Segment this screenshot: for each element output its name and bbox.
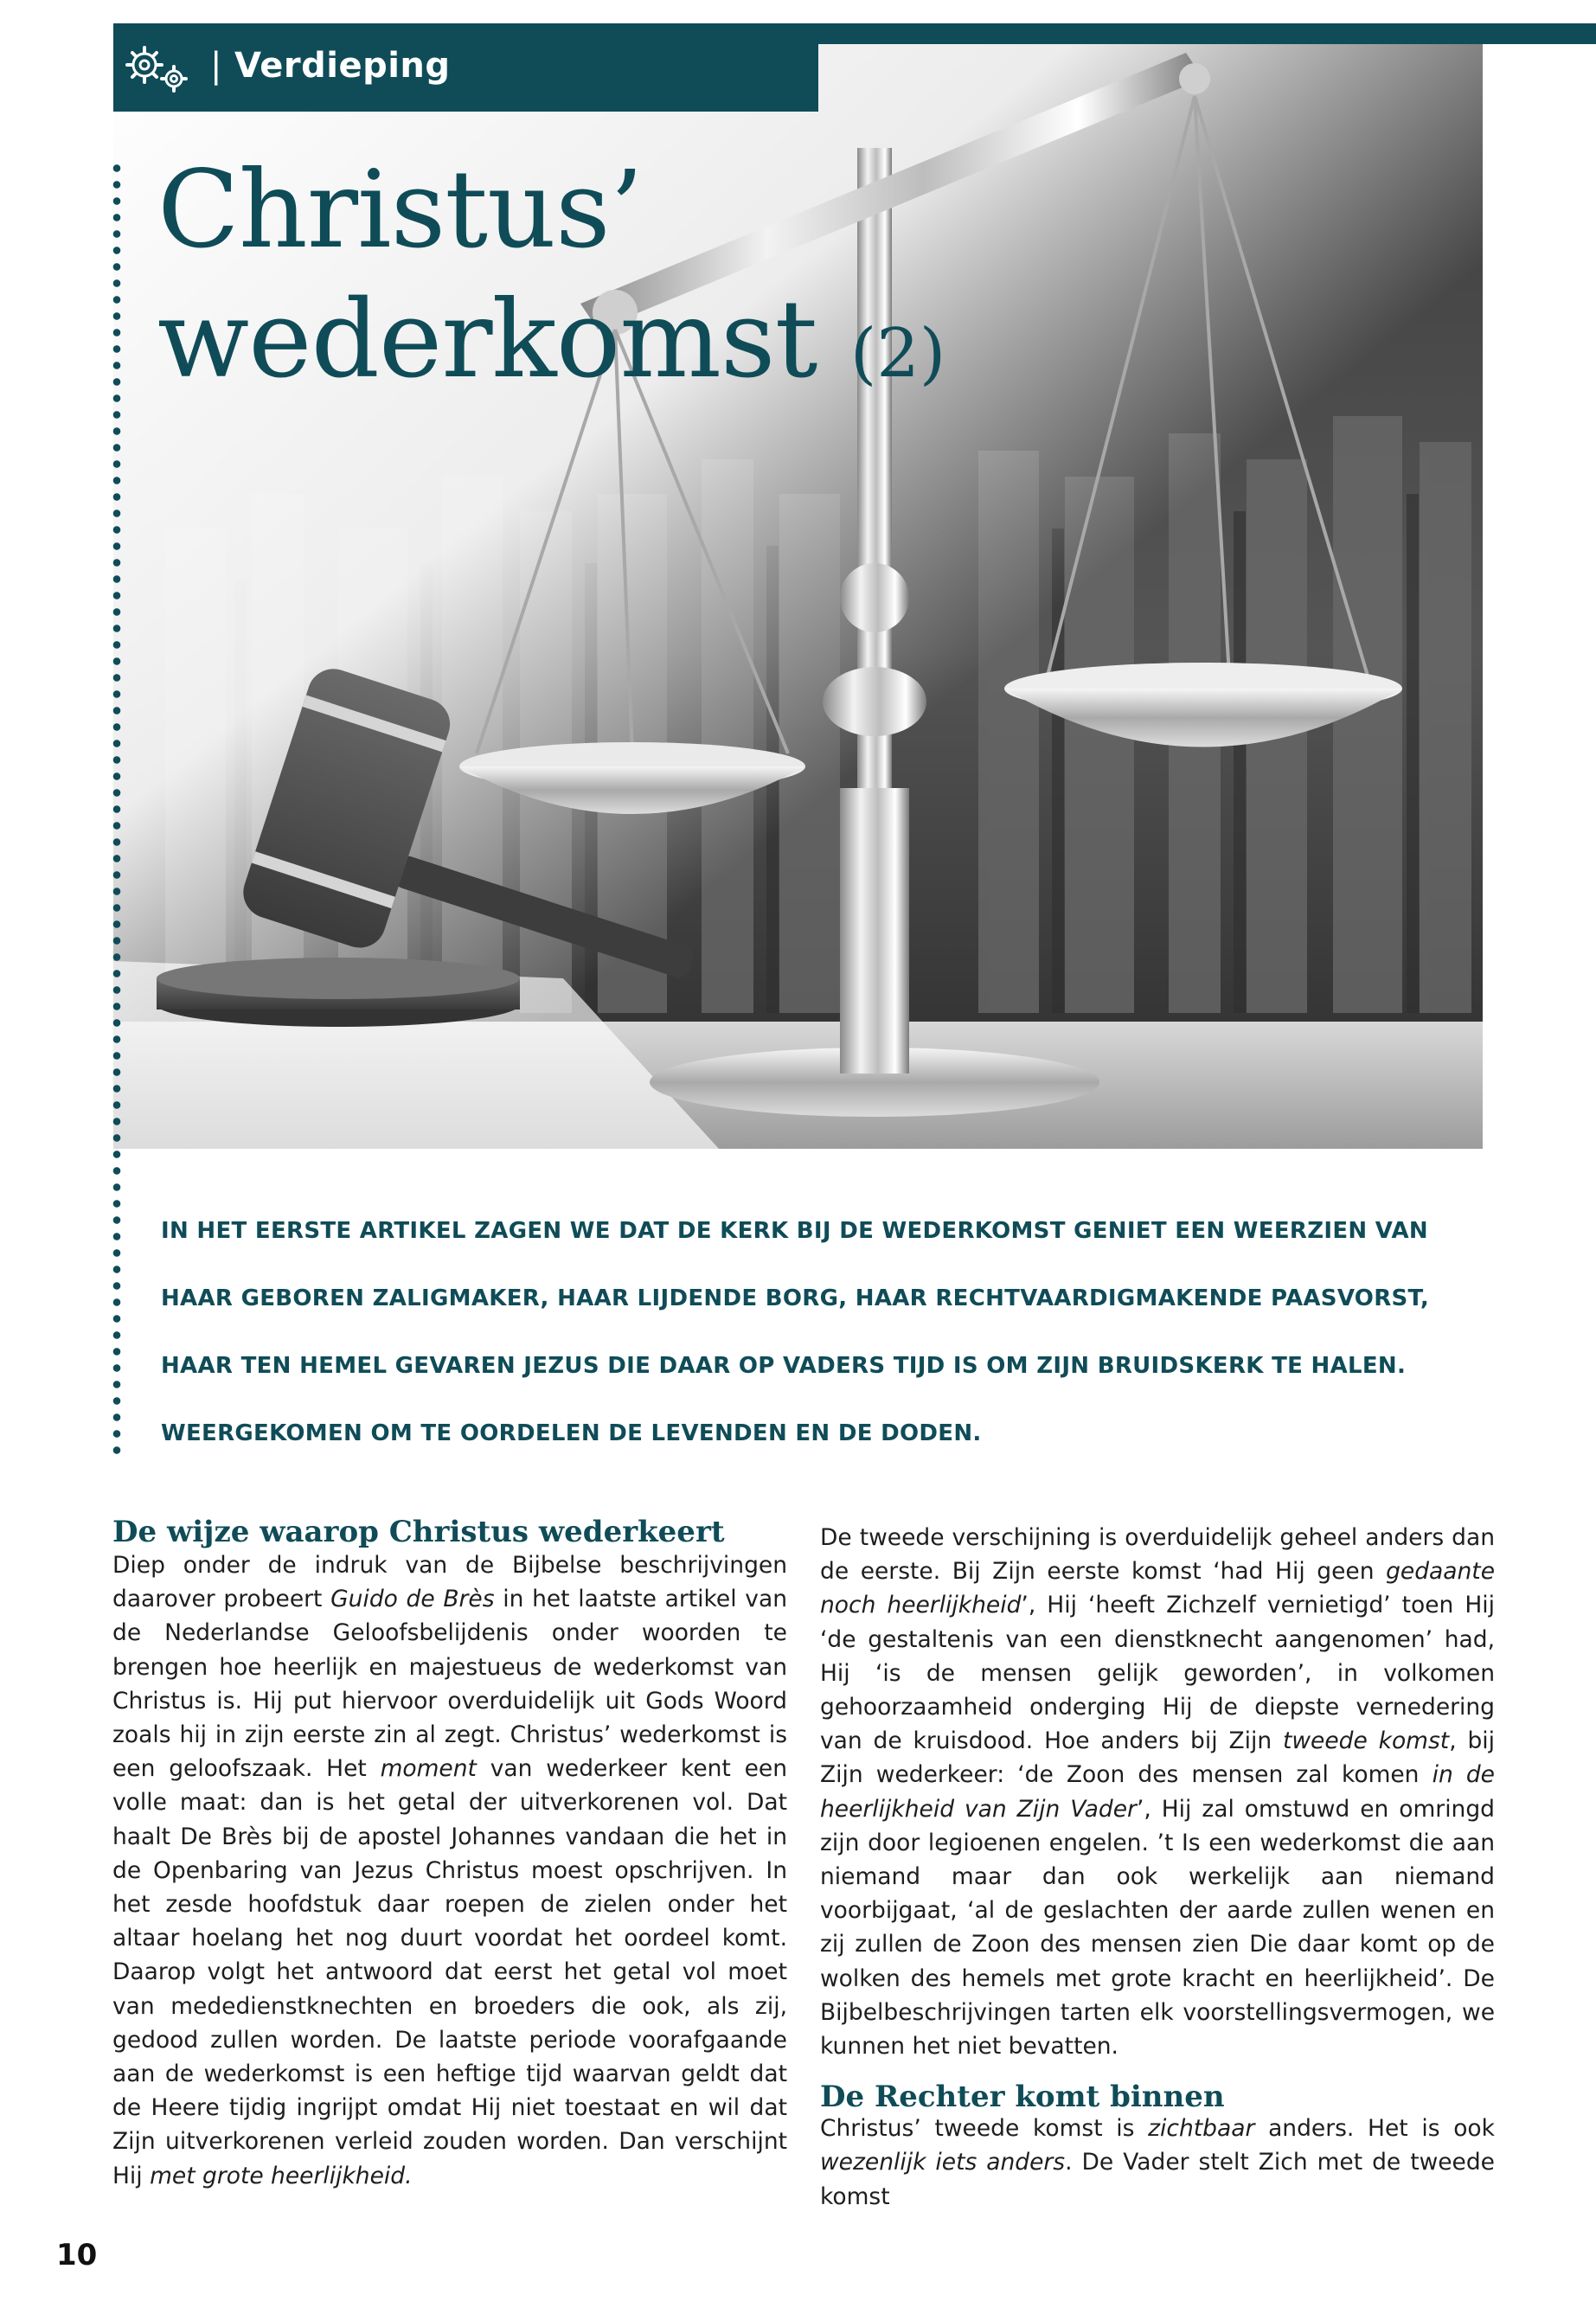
intro-lead: [161, 1218, 1441, 1488]
intro-line: HAAR GEBOREN ZALIGMAKER, HAAR LIJDENDE BORG, HAAR RECHTVAARDIGMAKENDE PAASVORST,: [161, 1285, 1430, 1311]
title-part-number: (2): [849, 315, 946, 393]
section-label: | Verdieping: [210, 46, 451, 86]
paragraph-1: Diep onder de indruk van de Bijbelse beschrijvingen daarover probeert Guido de Brès in het laatste artikel van de Nederlandse Geloofsbelijdenis onder woorden te brengen hoe heerlijk en majestueus de wederkomst van Christus is. Hij put hiervoor overduidelijk uit Gods Woord zoals hij in zijn eerste zin al zegt. Christus’ wederkomst is een geloofszaak. Het moment van wederkeer kent een volle maat: dan is het getal der uitverkorenen vol. Dat haalt De Brès bij de apostel Johannes vandaan die het in de Openbaring van Jezus Christus moest opschrijven. In het zesde hoofdstuk daar roepen de zielen onder het altaar hoelang het nog duurt voordat het oordeel komt. Daarop volgt het antwoord dat eerst het getal vol moet van mededienstknechten en broeders die ook, als zij, gedood zullen worden. De laatste periode voorafgaande aan de wederkomst is een heftige tijd waarvan geldt dat de Heere tijdig ingrijpt omdat Hij niet toestaat en wil dat Zijn uitverkorenen verleid zouden worden. Dan verschijnt Hij met grote heerlijkheid.: [112, 1552, 788, 2189]
column-left: [112, 1515, 788, 2193]
intro-line: IN HET EERSTE ARTIKEL ZAGEN WE DAT DE KERK BIJ DE WEDERKOMST GENIET EEN WEERZIEN VAN: [161, 1218, 1428, 1244]
section-title: Verdieping: [234, 46, 451, 86]
article-title: [157, 145, 945, 419]
gears-icon: [122, 42, 193, 96]
heading-rechter-komt-binnen: De Rechter komt binnen: [820, 2080, 1225, 2115]
paragraph-2: De tweede verschijning is overduidelijk geheel anders dan de eerste. Bij Zijn eerste komst ‘had Hij geen gedaante noch heerlijkheid’, Hij ‘heeft Zichzelf vernietigd’ toen Hij ‘de gestaltenis van een dienstknecht aangenomen’ had, Hij ‘is de mensen gelijk geworden’, in volkomen gehoorzaamheid onderging Hij de diepste vernedering van de kruisdood. Hoe anders bij Zijn tweede komst, bij Zijn wederkeer: ‘de Zoon des mensen zal komen in de heerlijkheid van Zijn Vader’, Hij zal omstuwd en omringd zijn door legioenen engelen. ’t Is een wederkomst die aan niemand maar dan ook werkelijk aan niemand voorbijgaat, ‘al de geslachten der aarde zullen wenen en zij zullen de Zoon des mensen zien Die daar komt op de wolken des hemels met grote kracht en heerlijkheid’. De Bijbelbeschrijvingen tarten elk voorstellingsvermogen, we kunnen het niet bevatten.: [820, 1524, 1495, 2061]
title-line-2: wederkomst: [157, 278, 817, 402]
page-number: 10: [56, 2238, 98, 2272]
heading-wijze-wederkeert: De wijze waarop Christus wederkeert: [112, 1515, 725, 1549]
header-bar: [804, 23, 1596, 44]
intro-line: WEERGEKOMEN OM TE OORDELEN DE LEVENDEN EN DE DODEN.: [161, 1420, 982, 1446]
dotted-margin-line: [112, 160, 121, 1458]
section-header: [113, 23, 818, 112]
title-line-1: Christus’: [157, 148, 644, 272]
column-right: [820, 1521, 1495, 2214]
intro-line: HAAR TEN HEMEL GEVAREN JEZUS DIE DAAR OP VADERS TIJD IS OM ZIJN BRUIDSKERK TE HALEN.: [161, 1353, 1407, 1379]
paragraph-3: Christus’ tweede komst is zichtbaar anders. Het is ook wezenlijk iets anders. De Vader stelt Zich met de tweede komst: [820, 2115, 1495, 2210]
